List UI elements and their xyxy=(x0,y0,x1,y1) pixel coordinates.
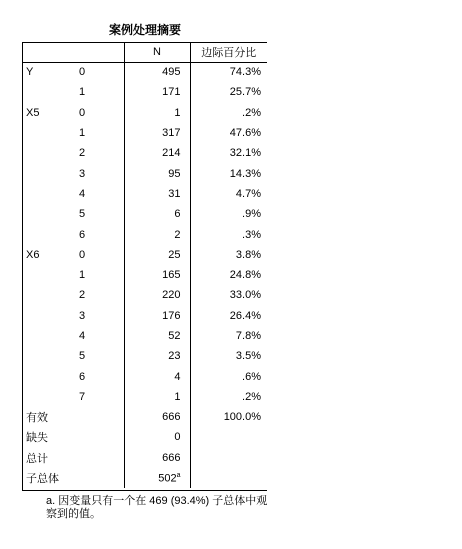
row-n: 220 xyxy=(124,285,190,305)
summary-n-footnote-mark: a xyxy=(176,471,181,479)
row-variable: Y xyxy=(26,66,34,79)
summary-n xyxy=(124,427,190,447)
table-title: 案例处理摘要 xyxy=(108,23,181,37)
row-n: 95 xyxy=(124,163,190,183)
row-n: 25 xyxy=(124,245,190,265)
row-pct: 4.7% xyxy=(190,184,267,204)
row-n: 2 xyxy=(124,224,190,244)
case-processing-table xyxy=(22,42,267,488)
summary-blank xyxy=(75,427,124,447)
row-category: 0 xyxy=(79,66,86,79)
row-pct: 3.8% xyxy=(190,245,267,265)
row-category: 7 xyxy=(79,390,86,403)
row-variable xyxy=(22,163,75,183)
row-category: 4 xyxy=(79,187,86,200)
row-pct: .6% xyxy=(190,366,267,386)
row-category: 2 xyxy=(79,147,86,160)
summary-label: 缺失 xyxy=(26,432,48,445)
row-pct: 32.1% xyxy=(190,143,267,163)
header-pct: 边际百分比 xyxy=(190,42,267,62)
row-variable xyxy=(22,82,75,102)
row-n: 23 xyxy=(124,346,190,366)
summary-n xyxy=(124,448,190,468)
row-variable xyxy=(22,366,75,386)
row-pct: 3.5% xyxy=(190,346,267,366)
summary-pct xyxy=(190,468,267,488)
row-variable xyxy=(22,387,75,407)
table-row xyxy=(22,143,267,163)
row-pct: 24.8% xyxy=(190,265,267,285)
row-variable xyxy=(22,265,75,285)
row-variable xyxy=(22,306,75,326)
summary-pct: 100.0% xyxy=(190,407,267,427)
table-row xyxy=(22,326,267,346)
row-category: 6 xyxy=(79,228,86,241)
table-row xyxy=(22,265,267,285)
summary-n-value: 666 xyxy=(162,411,181,424)
table-row xyxy=(22,82,267,102)
row-n: 6 xyxy=(124,204,190,224)
table-row xyxy=(22,123,267,143)
table-row xyxy=(22,306,267,326)
row-pct: .9% xyxy=(190,204,267,224)
row-category: 3 xyxy=(79,309,86,322)
table-row xyxy=(22,366,267,386)
table-row xyxy=(22,103,267,123)
summary-label: 总计 xyxy=(26,452,48,465)
row-pct: 14.3% xyxy=(190,163,267,183)
table-header-row xyxy=(22,42,267,62)
row-category: 3 xyxy=(79,167,86,180)
row-variable xyxy=(22,285,75,305)
row-category: 1 xyxy=(79,86,86,99)
row-category: 0 xyxy=(79,248,86,261)
row-variable xyxy=(22,123,75,143)
row-variable xyxy=(22,326,75,346)
header-blank-var xyxy=(22,42,75,62)
summary-row xyxy=(22,468,267,488)
table-row xyxy=(22,62,267,82)
summary-blank xyxy=(75,468,124,488)
row-variable xyxy=(22,143,75,163)
table-row xyxy=(22,163,267,183)
summary-n-value: 502 xyxy=(158,472,177,485)
row-category: 0 xyxy=(79,106,86,119)
table-row xyxy=(22,285,267,305)
row-variable xyxy=(22,346,75,366)
row-n: 4 xyxy=(124,366,190,386)
row-category: 5 xyxy=(79,350,86,363)
table-row xyxy=(22,224,267,244)
row-n: 214 xyxy=(124,143,190,163)
row-variable: X5 xyxy=(26,106,40,119)
table-row xyxy=(22,245,267,265)
row-pct: 47.6% xyxy=(190,123,267,143)
row-n: 171 xyxy=(124,82,190,102)
row-pct: .3% xyxy=(190,224,267,244)
row-category: 5 xyxy=(79,208,86,221)
header-n: N xyxy=(124,42,190,62)
row-n: 31 xyxy=(124,184,190,204)
summary-n-value: 666 xyxy=(162,451,181,464)
summary-pct xyxy=(190,427,267,447)
row-category: 2 xyxy=(79,289,86,302)
row-variable xyxy=(22,204,75,224)
row-pct: 74.3% xyxy=(190,62,267,82)
row-pct: .2% xyxy=(190,103,267,123)
row-variable xyxy=(22,184,75,204)
summary-label: 子总体 xyxy=(26,473,59,486)
row-category: 1 xyxy=(79,127,86,140)
summary-row xyxy=(22,407,267,427)
summary-blank xyxy=(75,407,124,427)
row-variable xyxy=(22,224,75,244)
row-pct: .2% xyxy=(190,387,267,407)
table-row xyxy=(22,346,267,366)
row-variable: X6 xyxy=(26,248,40,261)
row-category: 4 xyxy=(79,330,86,342)
summary-row xyxy=(22,448,267,468)
table-row xyxy=(22,204,267,224)
row-n: 495 xyxy=(124,62,190,82)
row-pct: 25.7% xyxy=(190,82,267,102)
row-pct: 26.4% xyxy=(190,306,267,326)
row-n: 165 xyxy=(124,265,190,285)
summary-n xyxy=(124,407,190,427)
row-n: 1 xyxy=(124,103,190,123)
row-n: 176 xyxy=(124,306,190,326)
table-row xyxy=(22,387,267,407)
table-row xyxy=(22,184,267,204)
table-footnote: a. 因变量只有一个在 469 (93.4%) 子总体中观察到的值。 xyxy=(46,495,268,520)
header-blank-cat xyxy=(75,42,124,62)
row-n: 52 xyxy=(124,326,190,346)
summary-n xyxy=(124,468,190,488)
summary-n-value: 0 xyxy=(174,431,181,444)
summary-pct xyxy=(190,448,267,468)
summary-row xyxy=(22,427,267,447)
row-pct: 33.0% xyxy=(190,285,267,305)
row-pct: 7.8% xyxy=(190,326,267,346)
row-category: 6 xyxy=(79,370,86,383)
summary-blank xyxy=(75,448,124,468)
summary-label: 有效 xyxy=(26,412,48,425)
row-n: 1 xyxy=(124,387,190,407)
row-n: 317 xyxy=(124,123,190,143)
row-category: 1 xyxy=(79,269,86,282)
